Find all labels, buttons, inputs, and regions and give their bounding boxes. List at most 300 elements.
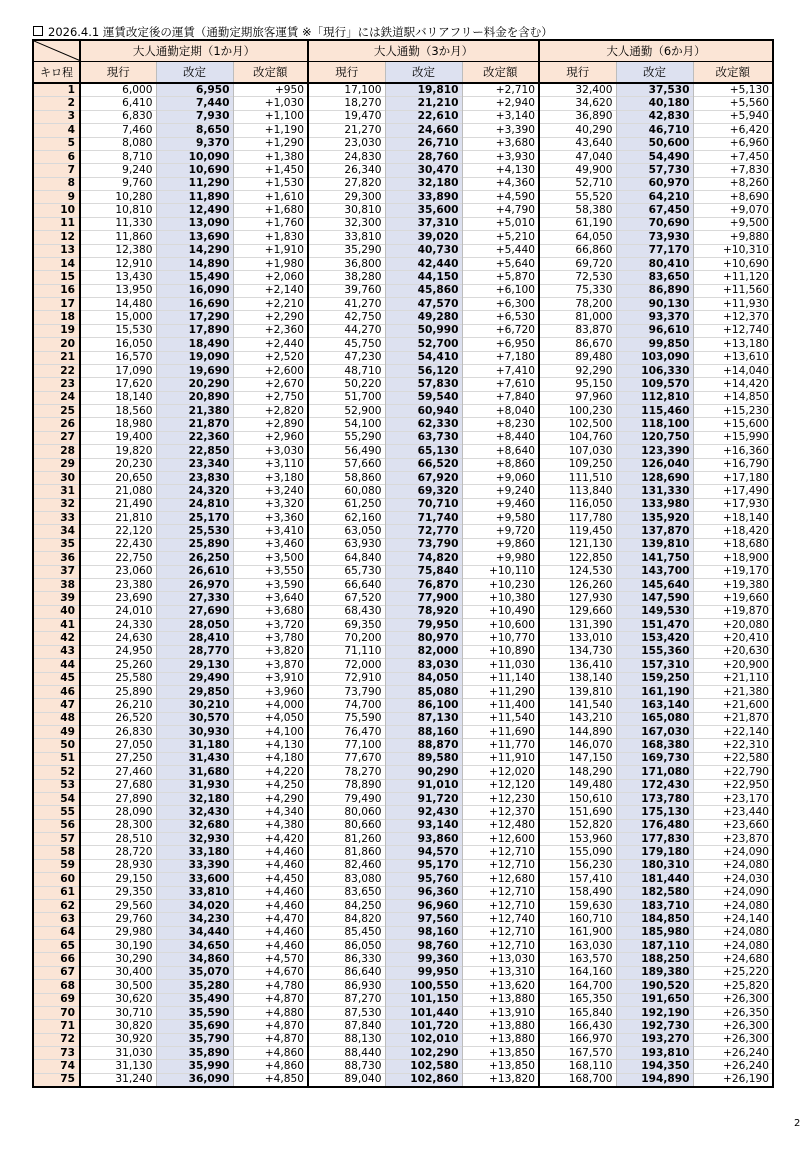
- table-row: [33, 739, 773, 752]
- revised-fare-cell: 16,090: [156, 284, 233, 297]
- current-fare-cell: 22,120: [80, 525, 156, 538]
- current-fare-cell: 87,840: [308, 1020, 385, 1033]
- current-fare-cell: 55,290: [308, 431, 385, 444]
- current-fare-cell: 168,110: [539, 1060, 616, 1073]
- revised-fare-cell: 165,080: [616, 712, 693, 725]
- change-amount-cell: +4,860: [233, 1047, 308, 1060]
- current-fare-cell: 16,050: [80, 338, 156, 351]
- revised-fare-cell: 26,970: [156, 578, 233, 591]
- table-row: [33, 525, 773, 538]
- change-amount-cell: +5,640: [462, 257, 539, 270]
- change-amount-cell: +1,450: [233, 164, 308, 177]
- column-header: 改定: [156, 62, 233, 84]
- revised-fare-cell: 141,750: [616, 552, 693, 565]
- change-amount-cell: +4,130: [233, 739, 308, 752]
- revised-fare-cell: 21,380: [156, 405, 233, 418]
- current-fare-cell: 63,050: [308, 525, 385, 538]
- current-fare-cell: 30,810: [308, 204, 385, 217]
- revised-fare-cell: 70,710: [385, 498, 462, 511]
- revised-fare-cell: 191,650: [616, 993, 693, 1006]
- current-fare-cell: 58,860: [308, 471, 385, 484]
- change-amount-cell: +3,390: [462, 124, 539, 137]
- revised-fare-cell: 30,930: [156, 726, 233, 739]
- revised-fare-cell: 59,540: [385, 391, 462, 404]
- current-fare-cell: 29,980: [80, 926, 156, 939]
- change-amount-cell: +4,050: [233, 712, 308, 725]
- change-amount-cell: +20,900: [693, 659, 773, 672]
- revised-fare-cell: 27,690: [156, 605, 233, 618]
- change-amount-cell: +3,780: [233, 632, 308, 645]
- current-fare-cell: 75,590: [308, 712, 385, 725]
- change-amount-cell: +1,100: [233, 110, 308, 123]
- revised-fare-cell: 172,430: [616, 779, 693, 792]
- change-amount-cell: +1,030: [233, 97, 308, 110]
- current-fare-cell: 40,290: [539, 124, 616, 137]
- revised-fare-cell: 98,160: [385, 926, 462, 939]
- revised-fare-cell: 25,170: [156, 512, 233, 525]
- table-row: [33, 766, 773, 779]
- current-fare-cell: 107,030: [539, 445, 616, 458]
- change-amount-cell: +26,190: [693, 1073, 773, 1087]
- revised-fare-cell: 175,130: [616, 806, 693, 819]
- current-fare-cell: 52,710: [539, 177, 616, 190]
- current-fare-cell: 104,760: [539, 431, 616, 444]
- change-amount-cell: +13,620: [462, 980, 539, 993]
- table-row: [33, 164, 773, 177]
- current-fare-cell: 24,630: [80, 632, 156, 645]
- revised-fare-cell: 93,140: [385, 819, 462, 832]
- current-fare-cell: 7,460: [80, 124, 156, 137]
- km-cell: 65: [33, 940, 80, 953]
- change-amount-cell: +13,180: [693, 338, 773, 351]
- revised-fare-cell: 13,690: [156, 231, 233, 244]
- current-fare-cell: 18,980: [80, 418, 156, 431]
- current-fare-cell: 55,520: [539, 191, 616, 204]
- current-fare-cell: 97,960: [539, 391, 616, 404]
- current-fare-cell: 22,750: [80, 552, 156, 565]
- current-fare-cell: 21,810: [80, 512, 156, 525]
- km-cell: 71: [33, 1020, 80, 1033]
- change-amount-cell: +4,670: [233, 966, 308, 979]
- change-amount-cell: +2,520: [233, 351, 308, 364]
- column-header-row: [33, 62, 773, 84]
- change-amount-cell: +3,720: [233, 619, 308, 632]
- km-cell: 36: [33, 552, 80, 565]
- change-amount-cell: +12,120: [462, 779, 539, 792]
- km-cell: 70: [33, 1006, 80, 1019]
- table-row: [33, 418, 773, 431]
- current-fare-cell: 28,090: [80, 806, 156, 819]
- revised-fare-cell: 169,730: [616, 752, 693, 765]
- current-fare-cell: 147,150: [539, 752, 616, 765]
- revised-fare-cell: 193,270: [616, 1033, 693, 1046]
- current-fare-cell: 161,900: [539, 926, 616, 939]
- revised-fare-cell: 37,310: [385, 217, 462, 230]
- current-fare-cell: 92,290: [539, 364, 616, 377]
- change-amount-cell: +18,680: [693, 538, 773, 551]
- current-fare-cell: 19,820: [80, 445, 156, 458]
- table-row: [33, 150, 773, 163]
- current-fare-cell: 109,250: [539, 458, 616, 471]
- current-fare-cell: 23,690: [80, 592, 156, 605]
- current-fare-cell: 27,680: [80, 779, 156, 792]
- change-amount-cell: +12,230: [462, 792, 539, 805]
- change-amount-cell: +4,570: [233, 953, 308, 966]
- change-amount-cell: +8,690: [693, 191, 773, 204]
- revised-fare-cell: 173,780: [616, 792, 693, 805]
- change-amount-cell: +13,850: [462, 1047, 539, 1060]
- revised-fare-cell: 70,690: [616, 217, 693, 230]
- current-fare-cell: 67,520: [308, 592, 385, 605]
- current-fare-cell: 20,650: [80, 471, 156, 484]
- change-amount-cell: +11,140: [462, 672, 539, 685]
- current-fare-cell: 31,240: [80, 1073, 156, 1087]
- revised-fare-cell: 19,690: [156, 364, 233, 377]
- change-amount-cell: +10,380: [462, 592, 539, 605]
- current-fare-cell: 52,900: [308, 405, 385, 418]
- current-fare-cell: 78,890: [308, 779, 385, 792]
- current-fare-cell: 61,190: [539, 217, 616, 230]
- table-row: [33, 1047, 773, 1060]
- km-cell: 73: [33, 1047, 80, 1060]
- revised-fare-cell: 11,290: [156, 177, 233, 190]
- revised-fare-cell: 32,430: [156, 806, 233, 819]
- current-fare-cell: 163,570: [539, 953, 616, 966]
- table-row: [33, 552, 773, 565]
- km-cell: 51: [33, 752, 80, 765]
- current-fare-cell: 88,130: [308, 1033, 385, 1046]
- change-amount-cell: +24,680: [693, 953, 773, 966]
- revised-fare-cell: 180,310: [616, 859, 693, 872]
- change-amount-cell: +26,240: [693, 1047, 773, 1060]
- change-amount-cell: +7,410: [462, 364, 539, 377]
- km-cell: 64: [33, 926, 80, 939]
- km-cell: 46: [33, 685, 80, 698]
- km-cell: 23: [33, 378, 80, 391]
- change-amount-cell: +5,940: [693, 110, 773, 123]
- revised-fare-cell: 30,570: [156, 712, 233, 725]
- revised-fare-cell: 30,470: [385, 164, 462, 177]
- change-amount-cell: +3,180: [233, 471, 308, 484]
- revised-fare-cell: 190,520: [616, 980, 693, 993]
- revised-fare-cell: 15,490: [156, 271, 233, 284]
- current-fare-cell: 38,280: [308, 271, 385, 284]
- change-amount-cell: +9,980: [462, 552, 539, 565]
- table-row: [33, 284, 773, 297]
- current-fare-cell: 166,970: [539, 1033, 616, 1046]
- revised-fare-cell: 82,000: [385, 645, 462, 658]
- km-cell: 69: [33, 993, 80, 1006]
- change-amount-cell: +8,260: [693, 177, 773, 190]
- current-fare-cell: 136,410: [539, 659, 616, 672]
- km-cell: 18: [33, 311, 80, 324]
- revised-fare-cell: 102,580: [385, 1060, 462, 1073]
- km-cell: 3: [33, 110, 80, 123]
- change-amount-cell: +2,890: [233, 418, 308, 431]
- current-fare-cell: 18,560: [80, 405, 156, 418]
- table-row: [33, 244, 773, 257]
- group-header-3month: 大人通勤（3か月）: [308, 40, 539, 62]
- current-fare-cell: 166,430: [539, 1020, 616, 1033]
- revised-fare-cell: 112,810: [616, 391, 693, 404]
- change-amount-cell: +12,370: [462, 806, 539, 819]
- km-cell: 74: [33, 1060, 80, 1073]
- change-amount-cell: +14,420: [693, 378, 773, 391]
- table-row: [33, 752, 773, 765]
- km-cell: 37: [33, 565, 80, 578]
- revised-fare-cell: 177,830: [616, 833, 693, 846]
- revised-fare-cell: 96,610: [616, 324, 693, 337]
- change-amount-cell: +4,460: [233, 846, 308, 859]
- km-cell: 11: [33, 217, 80, 230]
- table-row: [33, 685, 773, 698]
- change-amount-cell: +9,720: [462, 525, 539, 538]
- revised-fare-cell: 168,380: [616, 739, 693, 752]
- table-row: [33, 659, 773, 672]
- current-fare-cell: 167,570: [539, 1047, 616, 1060]
- km-cell: 4: [33, 124, 80, 137]
- current-fare-cell: 12,380: [80, 244, 156, 257]
- current-fare-cell: 25,580: [80, 672, 156, 685]
- revised-fare-cell: 35,790: [156, 1033, 233, 1046]
- revised-fare-cell: 56,120: [385, 364, 462, 377]
- revised-fare-cell: 12,490: [156, 204, 233, 217]
- km-cell: 58: [33, 846, 80, 859]
- change-amount-cell: +2,750: [233, 391, 308, 404]
- table-row: [33, 431, 773, 444]
- current-fare-cell: 49,900: [539, 164, 616, 177]
- table-row: [33, 632, 773, 645]
- km-cell: 12: [33, 231, 80, 244]
- current-fare-cell: 19,470: [308, 110, 385, 123]
- revised-fare-cell: 157,310: [616, 659, 693, 672]
- change-amount-cell: +7,180: [462, 351, 539, 364]
- km-cell: 8: [33, 177, 80, 190]
- change-amount-cell: +7,610: [462, 378, 539, 391]
- current-fare-cell: 25,260: [80, 659, 156, 672]
- revised-fare-cell: 193,810: [616, 1047, 693, 1060]
- revised-fare-cell: 83,030: [385, 659, 462, 672]
- change-amount-cell: +4,450: [233, 873, 308, 886]
- table-row: [33, 257, 773, 270]
- revised-fare-cell: 49,280: [385, 311, 462, 324]
- change-amount-cell: +11,120: [693, 271, 773, 284]
- km-cell: 48: [33, 712, 80, 725]
- current-fare-cell: 27,250: [80, 752, 156, 765]
- revised-fare-cell: 88,870: [385, 739, 462, 752]
- table-row: [33, 899, 773, 912]
- change-amount-cell: +13,610: [693, 351, 773, 364]
- change-amount-cell: +16,360: [693, 445, 773, 458]
- current-fare-cell: 95,150: [539, 378, 616, 391]
- revised-fare-cell: 95,760: [385, 873, 462, 886]
- revised-fare-cell: 123,390: [616, 445, 693, 458]
- km-cell: 1: [33, 83, 80, 97]
- current-fare-cell: 20,230: [80, 458, 156, 471]
- current-fare-cell: 71,110: [308, 645, 385, 658]
- change-amount-cell: +2,440: [233, 338, 308, 351]
- revised-fare-cell: 11,890: [156, 191, 233, 204]
- revised-fare-cell: 54,410: [385, 351, 462, 364]
- km-cell: 59: [33, 859, 80, 872]
- change-amount-cell: +1,980: [233, 257, 308, 270]
- change-amount-cell: +8,640: [462, 445, 539, 458]
- change-amount-cell: +12,740: [462, 913, 539, 926]
- table-row: [33, 1073, 773, 1087]
- current-fare-cell: 81,260: [308, 833, 385, 846]
- change-amount-cell: +4,850: [233, 1073, 308, 1087]
- change-amount-cell: +22,790: [693, 766, 773, 779]
- change-amount-cell: +19,870: [693, 605, 773, 618]
- change-amount-cell: +14,040: [693, 364, 773, 377]
- change-amount-cell: +24,080: [693, 940, 773, 953]
- change-amount-cell: +14,850: [693, 391, 773, 404]
- change-amount-cell: +25,220: [693, 966, 773, 979]
- revised-fare-cell: 10,690: [156, 164, 233, 177]
- revised-fare-cell: 33,390: [156, 859, 233, 872]
- current-fare-cell: 131,390: [539, 619, 616, 632]
- revised-fare-cell: 32,180: [385, 177, 462, 190]
- change-amount-cell: +12,710: [462, 846, 539, 859]
- change-amount-cell: +26,300: [693, 1033, 773, 1046]
- revised-fare-cell: 8,650: [156, 124, 233, 137]
- revised-fare-cell: 26,710: [385, 137, 462, 150]
- current-fare-cell: 165,840: [539, 1006, 616, 1019]
- current-fare-cell: 30,500: [80, 980, 156, 993]
- table-row: [33, 231, 773, 244]
- revised-fare-cell: 118,100: [616, 418, 693, 431]
- corner-cell: [33, 40, 80, 62]
- current-fare-cell: 87,530: [308, 1006, 385, 1019]
- change-amount-cell: +3,590: [233, 578, 308, 591]
- revised-fare-cell: 73,930: [616, 231, 693, 244]
- table-row: [33, 97, 773, 110]
- table-row: [33, 726, 773, 739]
- current-fare-cell: 157,410: [539, 873, 616, 886]
- table-row: [33, 124, 773, 137]
- revised-fare-cell: 27,330: [156, 592, 233, 605]
- column-header: 改定額: [693, 62, 773, 84]
- change-amount-cell: +5,560: [693, 97, 773, 110]
- change-amount-cell: +12,370: [693, 311, 773, 324]
- current-fare-cell: 21,270: [308, 124, 385, 137]
- change-amount-cell: +4,100: [233, 726, 308, 739]
- change-amount-cell: +10,110: [462, 565, 539, 578]
- table-row: [33, 592, 773, 605]
- change-amount-cell: +23,440: [693, 806, 773, 819]
- revised-fare-cell: 28,760: [385, 150, 462, 163]
- km-cell: 49: [33, 726, 80, 739]
- revised-fare-cell: 31,430: [156, 752, 233, 765]
- change-amount-cell: +950: [233, 83, 308, 97]
- km-cell: 72: [33, 1033, 80, 1046]
- current-fare-cell: 29,300: [308, 191, 385, 204]
- change-amount-cell: +4,460: [233, 859, 308, 872]
- change-amount-cell: +24,140: [693, 913, 773, 926]
- table-row: [33, 204, 773, 217]
- revised-fare-cell: 14,290: [156, 244, 233, 257]
- change-amount-cell: +17,930: [693, 498, 773, 511]
- change-amount-cell: +9,880: [693, 231, 773, 244]
- revised-fare-cell: 87,130: [385, 712, 462, 725]
- current-fare-cell: 165,350: [539, 993, 616, 1006]
- change-amount-cell: +7,840: [462, 391, 539, 404]
- change-amount-cell: +23,170: [693, 792, 773, 805]
- revised-fare-cell: 39,020: [385, 231, 462, 244]
- revised-fare-cell: 194,890: [616, 1073, 693, 1087]
- current-fare-cell: 113,840: [539, 485, 616, 498]
- column-header: 改定: [616, 62, 693, 84]
- current-fare-cell: 151,690: [539, 806, 616, 819]
- current-fare-cell: 12,910: [80, 257, 156, 270]
- change-amount-cell: +12,710: [462, 886, 539, 899]
- change-amount-cell: +2,060: [233, 271, 308, 284]
- change-amount-cell: +9,060: [462, 471, 539, 484]
- revised-fare-cell: 7,440: [156, 97, 233, 110]
- km-cell: 29: [33, 458, 80, 471]
- change-amount-cell: +24,080: [693, 899, 773, 912]
- current-fare-cell: 100,230: [539, 405, 616, 418]
- current-fare-cell: 24,950: [80, 645, 156, 658]
- change-amount-cell: +24,030: [693, 873, 773, 886]
- change-amount-cell: +13,030: [462, 953, 539, 966]
- km-cell: 39: [33, 592, 80, 605]
- revised-fare-cell: 182,580: [616, 886, 693, 899]
- change-amount-cell: +4,860: [233, 1060, 308, 1073]
- revised-fare-cell: 120,750: [616, 431, 693, 444]
- km-cell: 44: [33, 659, 80, 672]
- change-amount-cell: +21,110: [693, 672, 773, 685]
- revised-fare-cell: 73,790: [385, 538, 462, 551]
- current-fare-cell: 86,330: [308, 953, 385, 966]
- change-amount-cell: +3,910: [233, 672, 308, 685]
- km-cell: 10: [33, 204, 80, 217]
- change-amount-cell: +20,630: [693, 645, 773, 658]
- current-fare-cell: 28,930: [80, 859, 156, 872]
- change-amount-cell: +4,000: [233, 699, 308, 712]
- change-amount-cell: +7,450: [693, 150, 773, 163]
- change-amount-cell: +15,990: [693, 431, 773, 444]
- change-amount-cell: +26,300: [693, 993, 773, 1006]
- revised-fare-cell: 143,700: [616, 565, 693, 578]
- table-row: [33, 177, 773, 190]
- change-amount-cell: +12,600: [462, 833, 539, 846]
- revised-fare-cell: 34,230: [156, 913, 233, 926]
- change-amount-cell: +1,910: [233, 244, 308, 257]
- km-cell: 13: [33, 244, 80, 257]
- current-fare-cell: 9,760: [80, 177, 156, 190]
- table-row: [33, 806, 773, 819]
- current-fare-cell: 15,530: [80, 324, 156, 337]
- table-row: [33, 471, 773, 484]
- change-amount-cell: +11,770: [462, 739, 539, 752]
- change-amount-cell: +24,090: [693, 886, 773, 899]
- group-header-6month: 大人通勤（6か月）: [539, 40, 773, 62]
- current-fare-cell: 64,050: [539, 231, 616, 244]
- current-fare-cell: 126,260: [539, 578, 616, 591]
- table-row: [33, 792, 773, 805]
- table-row: [33, 1060, 773, 1073]
- current-fare-cell: 84,250: [308, 899, 385, 912]
- revised-fare-cell: 71,740: [385, 512, 462, 525]
- km-cell: 2: [33, 97, 80, 110]
- revised-fare-cell: 35,280: [156, 980, 233, 993]
- current-fare-cell: 28,510: [80, 833, 156, 846]
- current-fare-cell: 73,790: [308, 685, 385, 698]
- table-row: [33, 926, 773, 939]
- revised-fare-cell: 24,810: [156, 498, 233, 511]
- change-amount-cell: +6,100: [462, 284, 539, 297]
